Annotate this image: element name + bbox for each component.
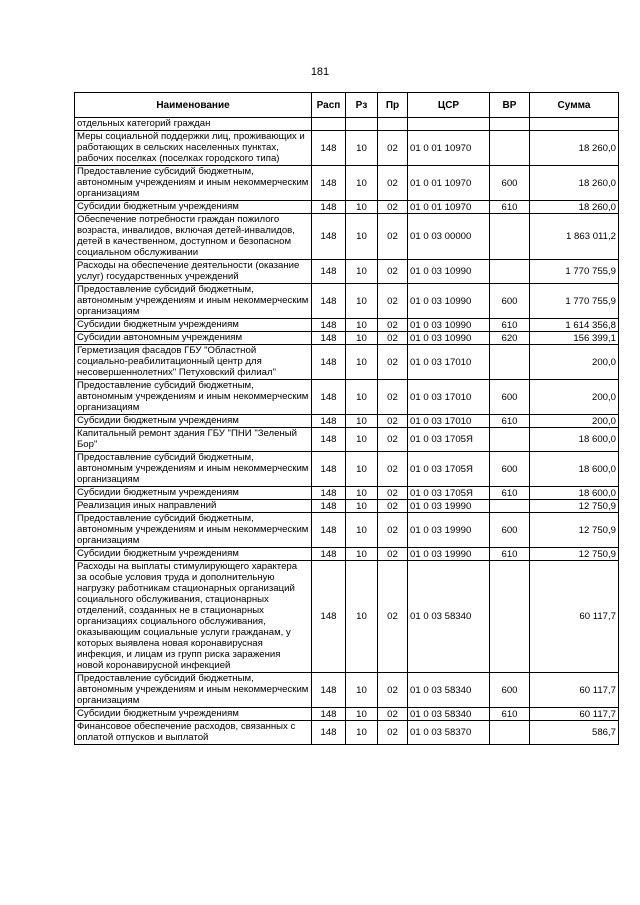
row-pr: 02 — [378, 721, 408, 745]
row-pr: 02 — [378, 673, 408, 708]
table-row — [75, 319, 619, 332]
row-pr: 02 — [378, 561, 408, 673]
row-name: Предоставление субсидий бюджетным, автономным учреждениям и иным некоммерческим организациям — [75, 452, 312, 487]
table-row — [75, 345, 619, 380]
table-row — [75, 214, 619, 260]
table-row — [75, 487, 619, 500]
row-csr: 01 0 03 58340 — [408, 708, 490, 721]
row-rasp: 148 — [312, 513, 346, 548]
row-pr: 02 — [378, 284, 408, 319]
row-sum: 60 117,7 — [530, 673, 619, 708]
header-pr: Пр — [378, 93, 408, 118]
row-pr: 02 — [378, 345, 408, 380]
row-vr: 600 — [490, 380, 530, 415]
table-row — [75, 548, 619, 561]
row-csr: 01 0 03 58370 — [408, 721, 490, 745]
row-name: Предоставление субсидий бюджетным, автономным учреждениям и иным некоммерческим организациям — [75, 166, 312, 201]
row-csr: 01 0 03 58340 — [408, 561, 490, 673]
row-vr — [490, 721, 530, 745]
row-sum: 12 750,9 — [530, 548, 619, 561]
row-name: Субсидии бюджетным учреждениям — [75, 487, 312, 500]
row-name: Расходы на обеспечение деятельности (оказание услуг) государственных учреждений — [75, 260, 312, 284]
row-vr: 600 — [490, 513, 530, 548]
row-rasp: 148 — [312, 708, 346, 721]
row-pr: 02 — [378, 131, 408, 166]
row-pr: 02 — [378, 415, 408, 428]
table-header-row — [75, 93, 619, 118]
row-csr: 01 0 03 10990 — [408, 284, 490, 319]
row-vr — [490, 214, 530, 260]
row-name: Расходы на выплаты стимулирующего характера за особые условия труда и дополнительную нагрузку работникам стационарных организаций социального обслуживания, стационарных отделений, созданных не в стационарных организациях социального обслуживания, оказывающим социальные услуги гражданам, у которых выявлена новая коронавирусная инфекция, и лицам из групп риска заражения новой коронавирусной инфекцией — [75, 561, 312, 673]
table-row — [75, 166, 619, 201]
row-csr: 01 0 03 58340 — [408, 673, 490, 708]
header-csr: ЦСР — [408, 93, 490, 118]
row-sum: 1 614 356,8 — [530, 319, 619, 332]
row-pr: 02 — [378, 708, 408, 721]
row-pr: 02 — [378, 332, 408, 345]
row-rz: 10 — [346, 548, 378, 561]
row-sum: 200,0 — [530, 345, 619, 380]
row-vr — [490, 131, 530, 166]
row-name: Предоставление субсидий бюджетным, автономным учреждениям и иным некоммерческим организациям — [75, 284, 312, 319]
row-pr: 02 — [378, 201, 408, 214]
row-csr: 01 0 03 19990 — [408, 513, 490, 548]
row-sum: 60 117,7 — [530, 708, 619, 721]
row-vr: 610 — [490, 415, 530, 428]
table-row — [75, 673, 619, 708]
row-csr: 01 0 03 19990 — [408, 500, 490, 513]
row-csr: 01 0 01 10970 — [408, 166, 490, 201]
table-row — [75, 201, 619, 214]
row-vr: 620 — [490, 332, 530, 345]
row-rasp: 148 — [312, 415, 346, 428]
table-row — [75, 500, 619, 513]
row-vr — [490, 500, 530, 513]
row-csr: 01 0 03 1705Я — [408, 487, 490, 500]
row-name: Субсидии бюджетным учреждениям — [75, 548, 312, 561]
row-csr: 01 0 03 10990 — [408, 332, 490, 345]
table-row — [75, 118, 619, 131]
row-rasp: 148 — [312, 201, 346, 214]
row-sum: 60 117,7 — [530, 561, 619, 673]
row-sum: 18 600,0 — [530, 428, 619, 452]
row-name: Субсидии бюджетным учреждениям — [75, 201, 312, 214]
row-rz: 10 — [346, 708, 378, 721]
row-rz: 10 — [346, 513, 378, 548]
row-name: Субсидии автономным учреждениям — [75, 332, 312, 345]
row-rz: 10 — [346, 201, 378, 214]
row-csr: 01 0 03 19990 — [408, 548, 490, 561]
table-row — [75, 131, 619, 166]
row-rasp: 148 — [312, 319, 346, 332]
header-vr: ВР — [490, 93, 530, 118]
row-rz: 10 — [346, 561, 378, 673]
row-csr: 01 0 03 1705Я — [408, 428, 490, 452]
row-name: Финансовое обеспечение расходов, связанных с оплатой отпусков и выплатой — [75, 721, 312, 745]
row-name: Субсидии бюджетным учреждениям — [75, 415, 312, 428]
row-rasp: 148 — [312, 166, 346, 201]
row-csr: 01 0 01 10970 — [408, 201, 490, 214]
row-pr: 02 — [378, 548, 408, 561]
row-csr: 01 0 03 10990 — [408, 319, 490, 332]
row-rz: 10 — [346, 166, 378, 201]
row-rasp: 148 — [312, 673, 346, 708]
row-vr: 610 — [490, 487, 530, 500]
row-pr: 02 — [378, 452, 408, 487]
row-name: Капитальный ремонт здания ГБУ "ПНИ "Зеленый Бор" — [75, 428, 312, 452]
row-pr: 02 — [378, 513, 408, 548]
row-sum: 586,7 — [530, 721, 619, 745]
row-pr: 02 — [378, 380, 408, 415]
row-rasp: 148 — [312, 260, 346, 284]
row-rz: 10 — [346, 214, 378, 260]
row-sum — [530, 118, 619, 131]
row-rasp: 148 — [312, 345, 346, 380]
table-row — [75, 452, 619, 487]
row-csr: 01 0 03 17010 — [408, 380, 490, 415]
row-name: отдельных категорий граждан — [75, 118, 312, 131]
header-name: Наименование — [75, 93, 312, 118]
row-pr — [378, 118, 408, 131]
table-row — [75, 513, 619, 548]
row-name: Реализация иных направлений — [75, 500, 312, 513]
row-sum: 12 750,9 — [530, 500, 619, 513]
row-pr: 02 — [378, 428, 408, 452]
row-vr: 610 — [490, 201, 530, 214]
row-sum: 200,0 — [530, 415, 619, 428]
row-rz: 10 — [346, 345, 378, 380]
table-row — [75, 428, 619, 452]
row-rz: 10 — [346, 332, 378, 345]
row-sum: 18 600,0 — [530, 452, 619, 487]
row-rasp: 148 — [312, 721, 346, 745]
row-csr: 01 0 03 1705Я — [408, 452, 490, 487]
table-row — [75, 415, 619, 428]
row-vr — [490, 428, 530, 452]
row-vr: 600 — [490, 673, 530, 708]
row-vr — [490, 118, 530, 131]
row-vr: 610 — [490, 708, 530, 721]
row-vr: 600 — [490, 452, 530, 487]
row-rasp: 148 — [312, 561, 346, 673]
row-rz: 10 — [346, 452, 378, 487]
row-pr: 02 — [378, 166, 408, 201]
row-sum: 18 600,0 — [530, 487, 619, 500]
table-body — [75, 118, 619, 745]
table-row — [75, 380, 619, 415]
header-rasp: Расп — [312, 93, 346, 118]
row-rz: 10 — [346, 721, 378, 745]
row-name: Предоставление субсидий бюджетным, автономным учреждениям и иным некоммерческим организациям — [75, 673, 312, 708]
row-pr: 02 — [378, 260, 408, 284]
row-rz: 10 — [346, 415, 378, 428]
row-rasp: 148 — [312, 428, 346, 452]
row-pr: 02 — [378, 319, 408, 332]
row-rasp: 148 — [312, 131, 346, 166]
row-csr: 01 0 03 10990 — [408, 260, 490, 284]
row-name: Субсидии бюджетным учреждениям — [75, 708, 312, 721]
header-sum: Сумма — [530, 93, 619, 118]
row-rasp: 148 — [312, 487, 346, 500]
row-rz — [346, 118, 378, 131]
row-csr — [408, 118, 490, 131]
row-name: Обеспечение потребности граждан пожилого возраста, инвалидов, включая детей-инвалидов, детей в качественном, доступном и безопасном социальном обслуживании — [75, 214, 312, 260]
row-name: Меры социальной поддержки лиц, проживающих и работающих в сельских населенных пунктах, рабочих поселках (поселках городского типа) — [75, 131, 312, 166]
row-vr: 610 — [490, 548, 530, 561]
row-rasp: 148 — [312, 452, 346, 487]
header-rz: Рз — [346, 93, 378, 118]
row-rasp: 148 — [312, 500, 346, 513]
row-vr — [490, 561, 530, 673]
row-vr: 600 — [490, 284, 530, 319]
row-rasp: 148 — [312, 284, 346, 319]
row-rasp — [312, 118, 346, 131]
row-vr: 610 — [490, 319, 530, 332]
row-sum: 1 863 011,2 — [530, 214, 619, 260]
row-name: Предоставление субсидий бюджетным, автономным учреждениям и иным некоммерческим организациям — [75, 513, 312, 548]
row-name: Герметизация фасадов ГБУ "Областной социально-реабилитационный центр для несовершеннолетних" Петуховский филиал" — [75, 345, 312, 380]
table-row — [75, 332, 619, 345]
row-name: Предоставление субсидий бюджетным, автономным учреждениям и иным некоммерческим организациям — [75, 380, 312, 415]
table-row — [75, 561, 619, 673]
table-row — [75, 260, 619, 284]
row-rz: 10 — [346, 500, 378, 513]
row-sum: 1 770 755,9 — [530, 260, 619, 284]
row-vr — [490, 260, 530, 284]
row-csr: 01 0 03 17010 — [408, 345, 490, 380]
row-rasp: 148 — [312, 548, 346, 561]
row-vr: 600 — [490, 166, 530, 201]
row-rz: 10 — [346, 487, 378, 500]
row-sum: 18 260,0 — [530, 166, 619, 201]
row-rz: 10 — [346, 380, 378, 415]
row-pr: 02 — [378, 214, 408, 260]
row-rz: 10 — [346, 284, 378, 319]
row-sum: 12 750,9 — [530, 513, 619, 548]
table-row — [75, 284, 619, 319]
row-rz: 10 — [346, 428, 378, 452]
table-row — [75, 708, 619, 721]
row-rasp: 148 — [312, 380, 346, 415]
row-vr — [490, 345, 530, 380]
row-sum: 200,0 — [530, 380, 619, 415]
row-sum: 18 260,0 — [530, 201, 619, 214]
row-sum: 18 260,0 — [530, 131, 619, 166]
row-pr: 02 — [378, 500, 408, 513]
row-csr: 01 0 03 17010 — [408, 415, 490, 428]
row-rasp: 148 — [312, 332, 346, 345]
table-row — [75, 721, 619, 745]
row-sum: 156 399,1 — [530, 332, 619, 345]
row-rz: 10 — [346, 319, 378, 332]
row-csr: 01 0 01 10970 — [408, 131, 490, 166]
row-rasp: 148 — [312, 214, 346, 260]
budget-table — [74, 92, 619, 745]
page-number: 181 — [310, 66, 330, 78]
row-rz: 10 — [346, 260, 378, 284]
row-csr: 01 0 03 00000 — [408, 214, 490, 260]
row-rz: 10 — [346, 131, 378, 166]
row-name: Субсидии бюджетным учреждениям — [75, 319, 312, 332]
row-rz: 10 — [346, 673, 378, 708]
row-pr: 02 — [378, 487, 408, 500]
row-sum: 1 770 755,9 — [530, 284, 619, 319]
